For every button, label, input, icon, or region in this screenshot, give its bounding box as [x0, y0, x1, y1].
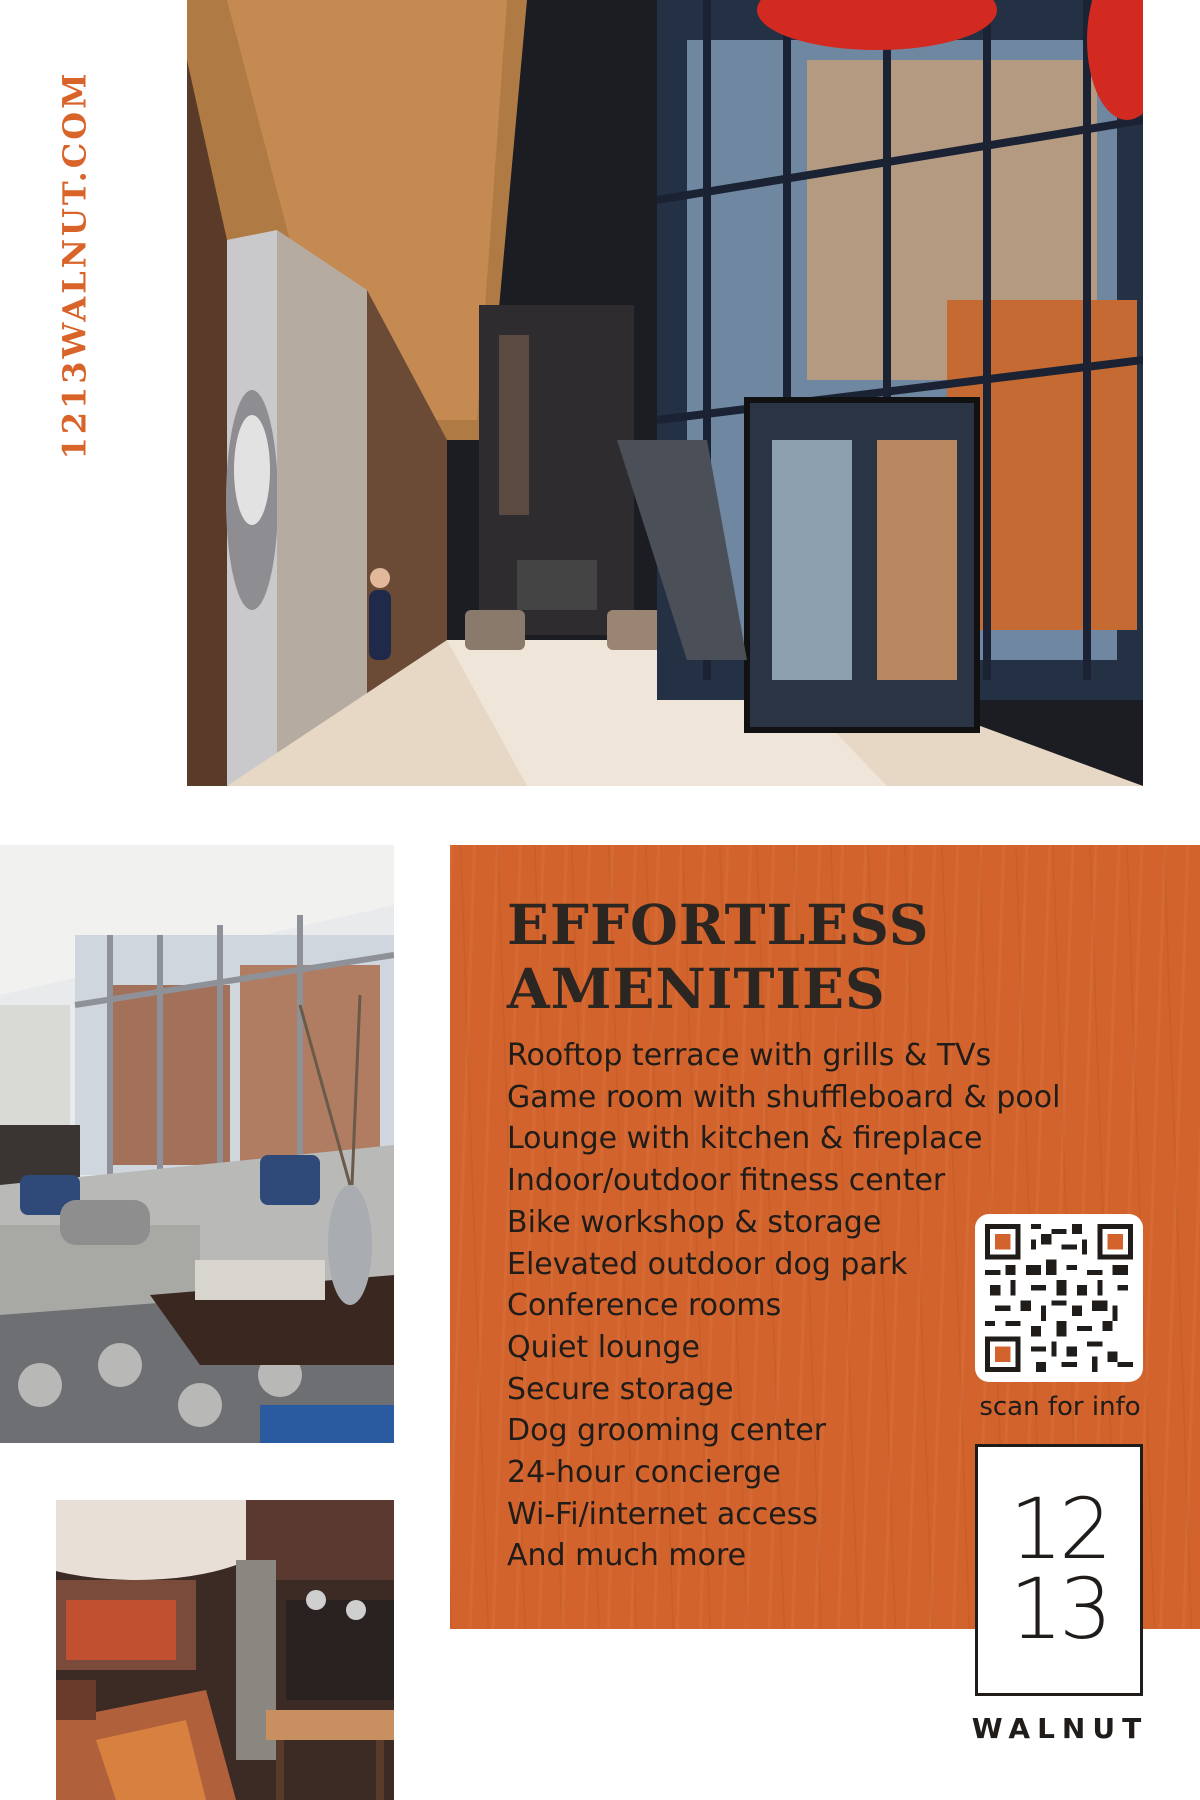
logo-number-bottom: 13 — [1009, 1560, 1109, 1658]
lobby-photo — [187, 0, 1143, 786]
lounge-illustration — [56, 1500, 394, 1800]
list-item: Conference rooms — [507, 1288, 782, 1324]
list-item: Indoor/outdoor fitness center — [507, 1163, 946, 1199]
lounge-photo — [56, 1500, 394, 1800]
list-item: Elevated outdoor dog park — [507, 1246, 908, 1282]
website-url-text[interactable]: 1213WALNUT.COM — [56, 70, 94, 460]
heading-line-1: EFFORTLESS — [507, 892, 930, 957]
living-room-photo — [0, 845, 394, 1443]
list-item: Game room with shuffleboard & pool — [507, 1079, 1061, 1115]
logo-wordmark: WALNUT — [971, 1712, 1149, 1745]
list-item: Secure storage — [507, 1371, 734, 1407]
list-item: Lounge with kitchen & fireplace — [507, 1121, 983, 1157]
vertical-website-url[interactable] — [30, 55, 120, 475]
list-item: And much more — [507, 1538, 747, 1574]
qr-code[interactable] — [975, 1214, 1143, 1382]
amenities-heading — [507, 893, 929, 1021]
list-item: Quiet lounge — [507, 1329, 700, 1365]
qr-code-icon — [985, 1224, 1133, 1372]
list-item: Dog grooming center — [507, 1413, 827, 1449]
brand-logo-box — [975, 1444, 1143, 1696]
list-item: Bike workshop & storage — [507, 1204, 882, 1240]
list-item: Rooftop terrace with grills & TVs — [507, 1038, 992, 1073]
list-item: 24-hour concierge — [507, 1455, 781, 1491]
qr-caption: scan for info — [979, 1392, 1141, 1422]
list-item: Wi-Fi/internet access — [507, 1496, 818, 1532]
living-room-illustration — [0, 845, 394, 1443]
logo-number-top: 12 — [1009, 1480, 1109, 1578]
lobby-illustration — [187, 0, 1143, 786]
heading-line-2: AMENITIES — [507, 956, 886, 1021]
